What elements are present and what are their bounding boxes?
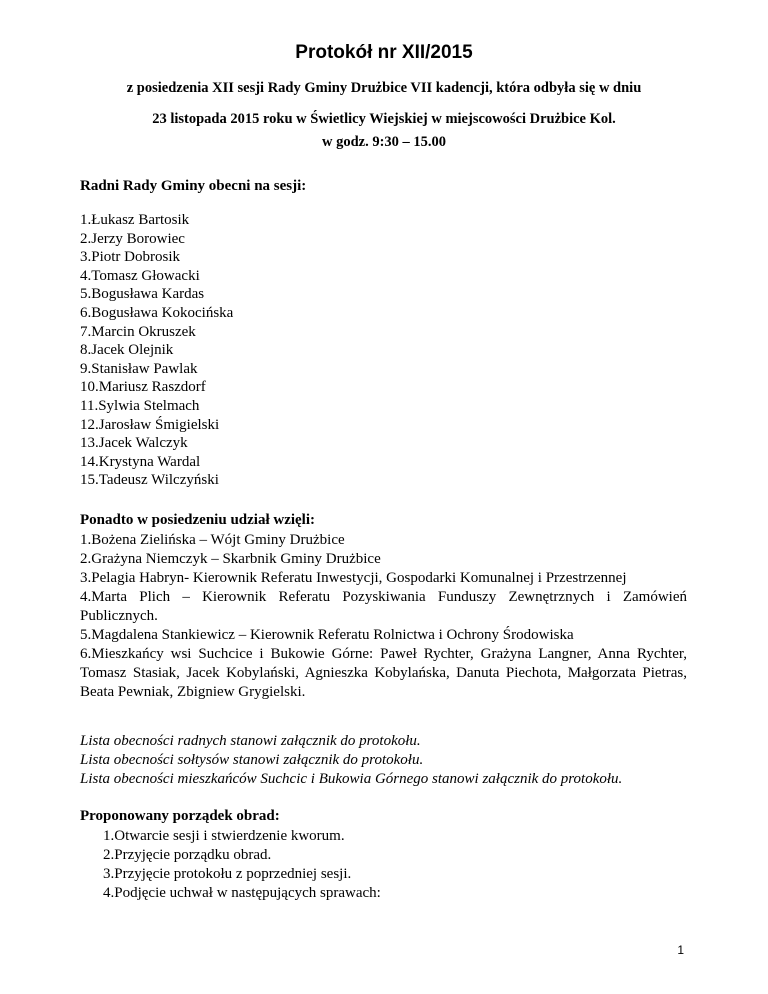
list-item: 4.Marta Plich – Kierownik Referatu Pozyskiwania Funduszy Zewnętrznych i Zamówień Publicznych. — [80, 589, 687, 624]
participants-list — [80, 531, 687, 702]
attendance-note: Lista obecności sołtysów stanowi załącznik do protokołu. — [80, 752, 424, 768]
list-item: 8.Jacek Olejnik — [80, 342, 174, 359]
page-number: 1 — [677, 943, 684, 957]
list-item: 3.Przyjęcie protokołu z poprzedniej sesji. — [103, 866, 352, 882]
list-item: 2.Grażyna Niemczyk – Skarbnik Gminy Drużbice — [80, 551, 381, 567]
list-item: 3.Pelagia Habryn- Kierownik Referatu Inwestycji, Gospodarki Komunalnej i Przestrzennej — [80, 570, 627, 586]
list-item: 2.Jerzy Borowiec — [80, 230, 185, 247]
list-item: 5.Bogusława Kardas — [80, 286, 205, 303]
agenda-list — [103, 827, 381, 903]
list-item: 1.Łukasz Bartosik — [80, 212, 190, 228]
agenda-heading: Proponowany porządek obrad: — [80, 808, 280, 824]
list-item: 1.Bożena Zielińska – Wójt Gminy Drużbice — [80, 532, 345, 548]
attendance-note: Lista obecności mieszkańców Suchcic i Bukowia Górnego stanowi załącznik do protokołu. — [80, 771, 623, 787]
list-item: 3.Piotr Dobrosik — [80, 249, 181, 266]
list-item: 10.Mariusz Raszdorf — [80, 379, 206, 396]
document-title: Protokół nr XII/2015 — [295, 42, 473, 63]
attendance-note: Lista obecności radnych stanowi załącznik do protokołu. — [80, 733, 421, 749]
participants-heading: Ponadto w posiedzeniu udział wzięli: — [80, 512, 316, 528]
subtitle-line-1: z posiedzenia XII sesji Rady Gminy Drużbice VII kadencji, która odbyła się w dniu — [126, 80, 642, 96]
list-item: 11.Sylwia Stelmach — [80, 397, 200, 414]
list-item: 15.Tadeusz Wilczyński — [80, 472, 219, 489]
list-item: 4.Podjęcie uchwał w następujących sprawach: — [103, 885, 381, 901]
list-item: 12.Jarosław Śmigielski — [80, 416, 220, 433]
subtitle-line-3: w godz. 9:30 – 15.00 — [321, 134, 447, 150]
list-item: 14.Krystyna Wardal — [80, 453, 201, 470]
list-item: 6.Bogusława Kokocińska — [80, 304, 234, 321]
councillors-heading: Radni Rady Gminy obecni na sesji: — [80, 178, 307, 194]
councillors-list — [80, 211, 233, 490]
list-item: 1.Otwarcie sesji i stwierdzenie kworum. — [103, 828, 345, 844]
list-item: 5.Magdalena Stankiewicz – Kierownik Referatu Rolnictwa i Ochrony Środowiska — [80, 627, 574, 643]
list-item: 4.Tomasz Głowacki — [80, 267, 200, 284]
list-item: 2.Przyjęcie porządku obrad. — [103, 847, 272, 863]
list-item: 13.Jacek Walczyk — [80, 435, 188, 452]
subtitle-line-2: 23 listopada 2015 roku w Świetlicy Wiejskiej w miejscowości Drużbice Kol. — [152, 111, 616, 127]
list-item: 6.Mieszkańcy wsi Suchcice i Bukowie Górne: Paweł Rychter, Grażyna Langner, Anna Rychter, Tomasz Stasiak, Jacek Kobylański, Agnieszka Kobylańska, Danuta Piechota, Małgorzata Pietras, Beata Pewniak, Zbigniew Grygielski. — [80, 646, 687, 700]
list-item: 7.Marcin Okruszek — [80, 323, 196, 340]
list-item: 9.Stanisław Pawlak — [80, 360, 198, 377]
